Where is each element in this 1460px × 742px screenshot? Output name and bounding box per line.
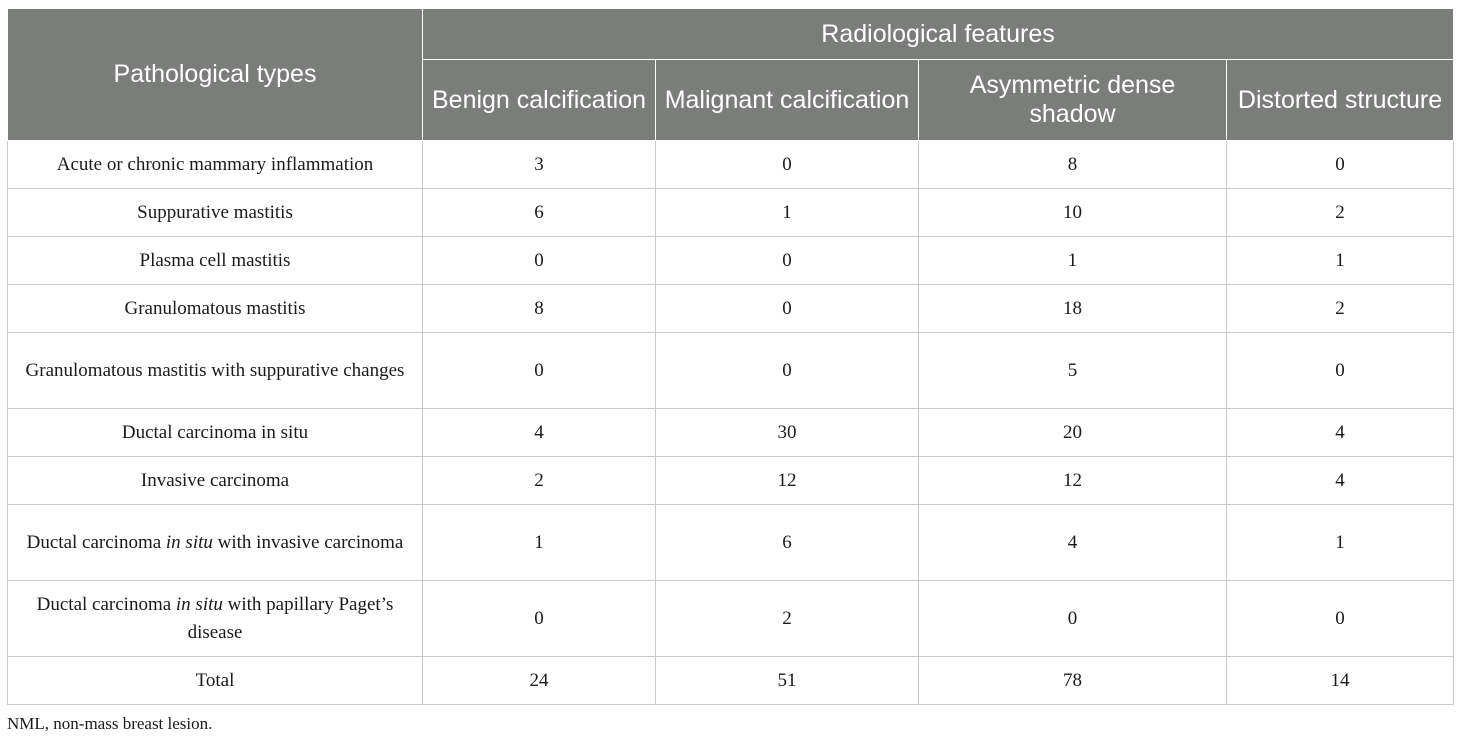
table-cell: 1 <box>1227 505 1454 581</box>
table-cell: 10 <box>919 189 1227 237</box>
table-cell: 2 <box>423 457 656 505</box>
table-row <box>8 189 1454 237</box>
table-cell: 2 <box>1227 189 1454 237</box>
table-cell: 78 <box>919 657 1227 705</box>
table-cell: 20 <box>919 409 1227 457</box>
table-cell: 0 <box>656 237 919 285</box>
table-cell: 0 <box>1227 141 1454 189</box>
table-row <box>8 333 1454 409</box>
table-cell: 0 <box>1227 581 1454 657</box>
column-header: Malignant calcification <box>656 60 919 141</box>
table-cell: 1 <box>919 237 1227 285</box>
table-container <box>7 8 1453 705</box>
table-footnote: NML, non-mass breast lesion. <box>7 714 213 733</box>
row-header: Pathological types <box>8 9 423 141</box>
column-header: Distorted structure <box>1227 60 1454 141</box>
table-cell: 0 <box>423 581 656 657</box>
table-cell: 24 <box>423 657 656 705</box>
row-label: Granulomatous mastitis <box>8 285 423 333</box>
total-row <box>8 657 1454 705</box>
table-cell: 4 <box>1227 409 1454 457</box>
table-cell: 0 <box>656 141 919 189</box>
table-cell: 0 <box>423 333 656 409</box>
row-label: Invasive carcinoma <box>8 457 423 505</box>
table-cell: 0 <box>1227 333 1454 409</box>
table-cell: 1 <box>656 189 919 237</box>
row-label: Plasma cell mastitis <box>8 237 423 285</box>
table-row <box>8 505 1454 581</box>
table-cell: 1 <box>1227 237 1454 285</box>
table-cell: 1 <box>423 505 656 581</box>
row-label: Ductal carcinoma in situ with invasive carcinoma <box>8 505 423 581</box>
row-label: Suppurative mastitis <box>8 189 423 237</box>
table-cell: 18 <box>919 285 1227 333</box>
column-header: Benign calcification <box>423 60 656 141</box>
row-label: Granulomatous mastitis with suppurative changes <box>8 333 423 409</box>
table-cell: 0 <box>656 333 919 409</box>
table-cell: 0 <box>919 581 1227 657</box>
column-header: Asymmetric dense shadow <box>919 60 1227 141</box>
table-cell: 30 <box>656 409 919 457</box>
row-label: Ductal carcinoma in situ <box>8 409 423 457</box>
table-cell: 51 <box>656 657 919 705</box>
table-cell: 8 <box>423 285 656 333</box>
group-header: Radiological features <box>423 9 1454 60</box>
table-row <box>8 457 1454 505</box>
table-cell: 14 <box>1227 657 1454 705</box>
table-cell: 0 <box>656 285 919 333</box>
table-row <box>8 237 1454 285</box>
table-row <box>8 409 1454 457</box>
row-label: Total <box>8 657 423 705</box>
table-cell: 3 <box>423 141 656 189</box>
pathology-radiology-table <box>7 8 1454 705</box>
table-row <box>8 141 1454 189</box>
table-cell: 12 <box>919 457 1227 505</box>
table-cell: 6 <box>423 189 656 237</box>
table-cell: 0 <box>423 237 656 285</box>
row-label: Acute or chronic mammary inflammation <box>8 141 423 189</box>
table-cell: 5 <box>919 333 1227 409</box>
table-cell: 2 <box>1227 285 1454 333</box>
table-cell: 4 <box>919 505 1227 581</box>
table-cell: 8 <box>919 141 1227 189</box>
row-label: Ductal carcinoma in situ with papillary Paget’s disease <box>8 581 423 657</box>
table-cell: 6 <box>656 505 919 581</box>
table-cell: 2 <box>656 581 919 657</box>
table-cell: 12 <box>656 457 919 505</box>
table-cell: 4 <box>423 409 656 457</box>
table-cell: 4 <box>1227 457 1454 505</box>
table-row <box>8 581 1454 657</box>
table-row <box>8 285 1454 333</box>
